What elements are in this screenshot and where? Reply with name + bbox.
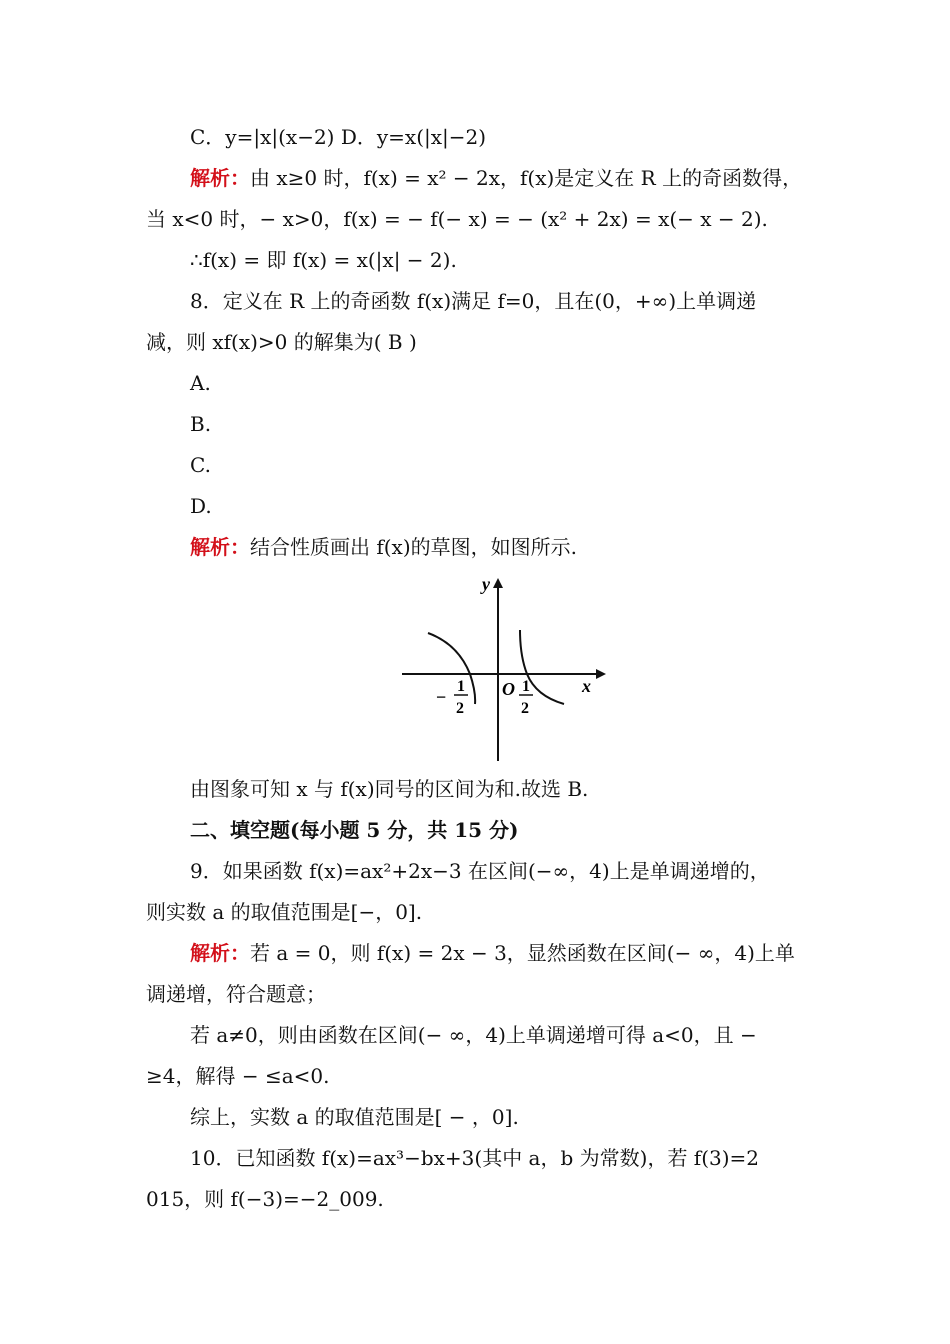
question-10-line1: 10．已知函数 f(x)=ax³−bx+3(其中 a，b 为常数)，若 f(3)=2 [190,1146,760,1170]
section-2-heading: 二、填空题(每小题 5 分，共 15 分) [190,818,519,842]
question-8-line1: 8．定义在 R 上的奇函数 f(x)满足 f=0，且在(0，+∞)上单调递 [190,289,757,313]
y-axis-arrow [493,578,503,588]
question-9-line1: 9．如果函数 f(x)=ax²+2x−3 在区间(−∞，4)上是单调递增的， [190,859,770,883]
solution-8-text: 结合性质画出 f(x)的草图，如图所示. [250,535,578,559]
solution-9-line3: 若 a≠0，则由函数在区间(− ∞，4)上单调递增可得 a<0，且 − [190,1023,757,1047]
pos-half-numerator: 1 [522,678,530,695]
neg-sign: − [436,687,447,707]
option-b: B. [190,412,212,436]
pos-half-denominator: 2 [521,700,529,717]
options-c-d: C．y=|x|(x−2) D．y=x(|x|−2) [190,125,487,149]
solution-9-line4: ≥4，解得 − ≤a<0. [146,1064,330,1088]
option-d: D. [190,494,212,518]
solution-label: 解析： [190,535,250,559]
neg-half-denominator: 2 [456,700,464,717]
solution-9-text: 若 a = 0，则 f(x) = 2x − 3，显然函数在区间(− ∞，4)上单 [250,941,795,965]
y-axis-label: y [482,574,490,594]
x-axis-label: x [582,676,591,696]
solution-9-line2: 调递增，符合题意； [146,982,326,1006]
origin-label: O [502,679,515,699]
solution-9-line1 [190,941,795,965]
question-9-line2: 则实数 a 的取值范围是[−，0]. [146,900,423,924]
option-c: C. [190,453,211,477]
option-a: A. [190,371,211,395]
solution-7-line3: ∴f(x) = 即 f(x) = x(|x| − 2). [190,248,457,272]
solution-7-text: 由 x≥0 时，f(x) = x² − 2x，f(x)是定义在 R 上的奇函数得， [250,166,803,190]
solution-label: 解析： [190,166,250,190]
solution-7-line1 [190,166,802,190]
function-sketch [396,576,606,766]
x-axis-arrow [596,669,606,679]
solution-9-line5: 综上，实数 a 的取值范围是[ − ，0]. [190,1105,519,1129]
neg-half-numerator: 1 [457,678,465,695]
solution-8-line [190,535,577,559]
question-10-line2: 015，则 f(−3)=−2_009. [146,1187,384,1211]
solution-7-line2: 当 x<0 时，− x>0，f(x) = − f(− x) = − (x² + 2x) = x(− x − 2). [146,207,768,231]
conclusion-8: 由图象可知 x 与 f(x)同号的区间为和.故选 B. [190,777,589,801]
question-8-line2: 减，则 xf(x)>0 的解集为( B ) [146,330,417,354]
solution-label: 解析： [190,941,250,965]
